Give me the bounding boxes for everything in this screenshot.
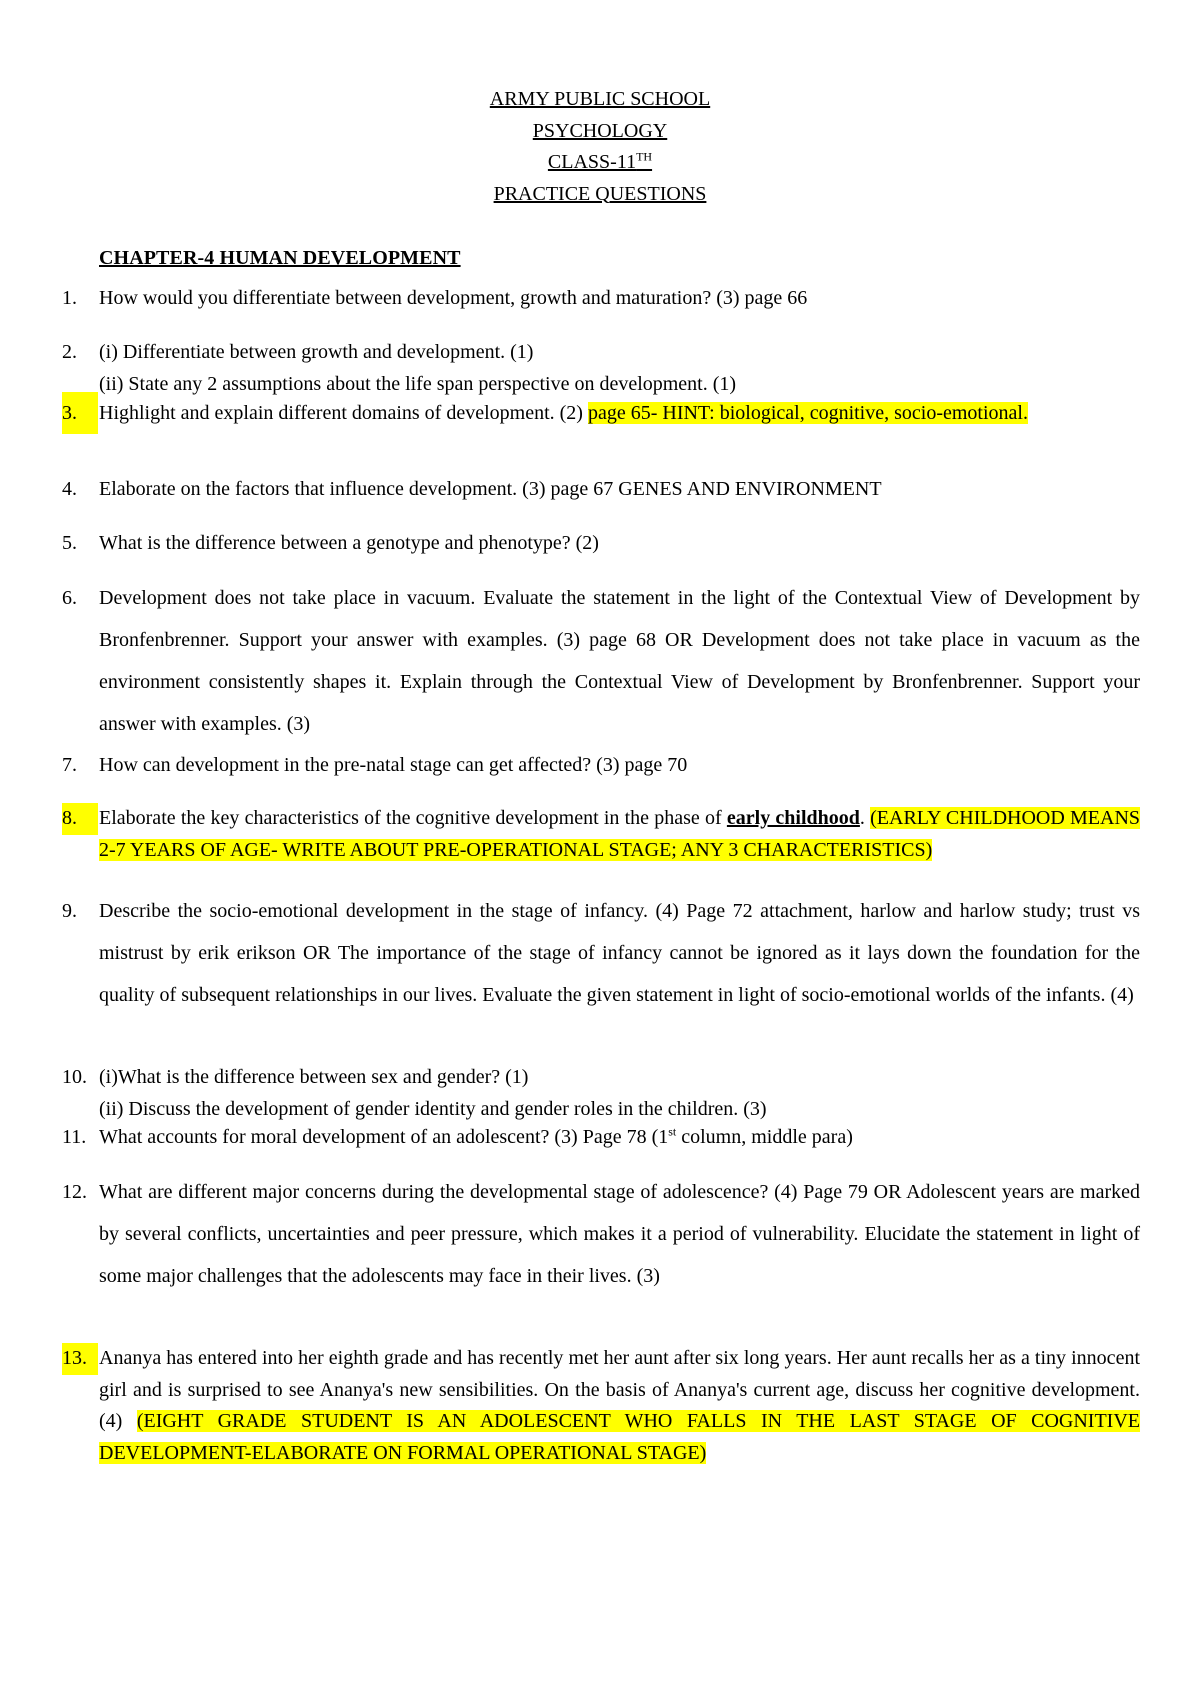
question-number: 13.: [62, 1343, 98, 1375]
question-number: 2.: [62, 341, 77, 363]
question-item: [62, 528, 1140, 560]
question-number: 5.: [62, 532, 77, 554]
question-text: [99, 1122, 1140, 1154]
question-text: [99, 337, 1140, 400]
question-main-text: Highlight and explain different domains of development. (2): [99, 402, 588, 424]
question-item: [62, 890, 1140, 1016]
school-name: ARMY PUBLIC SCHOOL: [489, 88, 711, 110]
question-number: 6.: [62, 587, 77, 609]
question-text: Describe the socio-emotional development in the stage of infancy. (4) Page 72 attachment, harlow and harlow study; trust vs mistrust by erik erikson OR The importance of the stage of infancy cannot be ignored as it lays down the foundation for the quality of subsequent relationships in our lives. Evaluate the given statement in light of socio-emotional worlds of the infants. (4): [99, 900, 1140, 1006]
question-text: [99, 803, 1140, 866]
question-number: 8.: [62, 803, 98, 835]
question-number: 12.: [62, 1181, 87, 1203]
question-text: What is the difference between a genotype and phenotype? (2): [99, 532, 599, 554]
question-item: [62, 1062, 1140, 1125]
question-number: 1.: [62, 287, 77, 309]
class-superscript: TH: [636, 149, 653, 164]
question-item: [62, 283, 1140, 315]
highlighted-hint: (EIGHT GRADE STUDENT IS AN ADOLESCENT WHO FALLS IN THE LAST STAGE OF COGNITIVE DEVELOPMENT-ELABORATE ON FORMAL OPERATIONAL STAGE): [99, 1410, 1141, 1464]
chapter-heading: CHAPTER-4 HUMAN DEVELOPMENT: [99, 247, 461, 269]
ordinal-superscript: st: [668, 1124, 677, 1139]
question-item: [62, 1171, 1140, 1297]
question-item: [62, 803, 1140, 866]
question-number: 10.: [62, 1066, 87, 1088]
question-number: 7.: [62, 754, 77, 776]
question-text: Elaborate on the factors that influence development. (3) page 67 GENES AND ENVIRONMENT: [99, 478, 882, 500]
question-item: [62, 392, 1140, 434]
question-number: 3.: [62, 392, 98, 434]
document-header: [0, 84, 1200, 210]
question-main-text: What accounts for moral development of an adolescent? (3) Page 78 (1: [99, 1126, 669, 1148]
question-item: [62, 1343, 1140, 1469]
question-text: [99, 392, 1140, 434]
emphasized-term: early childhood: [726, 807, 860, 829]
subject-name: PSYCHOLOGY: [532, 119, 668, 142]
question-part-ii: (ii) State any 2 assumptions about the life span perspective on development. (1): [99, 372, 737, 395]
question-item: [62, 474, 1140, 506]
class-text: CLASS-11: [547, 151, 637, 173]
highlighted-hint: (EARLY CHILDHOOD MEANS 2-7 YEARS OF AGE- WRITE ABOUT PRE-OPERATIONAL STAGE; ANY 3 CHARACTERISTICS): [99, 807, 1141, 861]
question-number: 11.: [62, 1126, 87, 1148]
question-item: [62, 750, 1140, 782]
question-text: Development does not take place in vacuum. Evaluate the statement in the light of the Contextual View of Development by Bronfenbrenner. Support your answer with examples. (3) page 68 OR Development does not take place in vacuum as the environment consistently shapes it. Explain through the Contextual View of Development by Bronfenbrenner. Support your answer with examples. (3): [99, 587, 1140, 735]
question-trailing-text: .: [859, 807, 871, 829]
class-label: [0, 147, 1200, 179]
question-text: [99, 1343, 1140, 1469]
question-text: How can development in the pre-natal stage can get affected? (3) page 70: [99, 754, 688, 776]
question-trailing-text: column, middle para): [676, 1126, 853, 1148]
question-text: How would you differentiate between development, growth and maturation? (3) page 66: [99, 287, 808, 309]
question-part-i: (i) Differentiate between growth and development. (1): [99, 341, 534, 363]
question-number: 9.: [62, 900, 77, 922]
question-part-i: (i)What is the difference between sex and gender? (1): [99, 1066, 529, 1088]
question-number: 4.: [62, 478, 77, 500]
question-part-ii: (ii) Discuss the development of gender identity and gender roles in the children. (3): [99, 1097, 767, 1120]
document-title: PRACTICE QUESTIONS: [493, 182, 707, 205]
question-text: [99, 1062, 1140, 1125]
question-item: [62, 337, 1140, 400]
question-item: [62, 1122, 1140, 1154]
question-main-text: Ananya has entered into her eighth grade and has recently met her aunt after six long years. Her aunt recalls her as a tiny innocent girl and is surprised to see Ananya's new sensibilities. On the basis of Ananya's current age, discuss her cognitive development. (4): [99, 1347, 1140, 1432]
highlighted-hint: page 65- HINT: biological, cognitive, socio-emotional.: [587, 402, 1028, 424]
question-main-text: Elaborate the key characteristics of the cognitive development in the phase of: [99, 807, 727, 829]
question-text: What are different major concerns during the developmental stage of adolescence? (4) Page 79 OR Adolescent years are marked by several conflicts, uncertainties and peer pressure, which makes it a period of vulnerability. Elucidate the statement in light of some major challenges that the adolescents may face in their lives. (3): [99, 1181, 1140, 1287]
question-item: [62, 577, 1140, 745]
